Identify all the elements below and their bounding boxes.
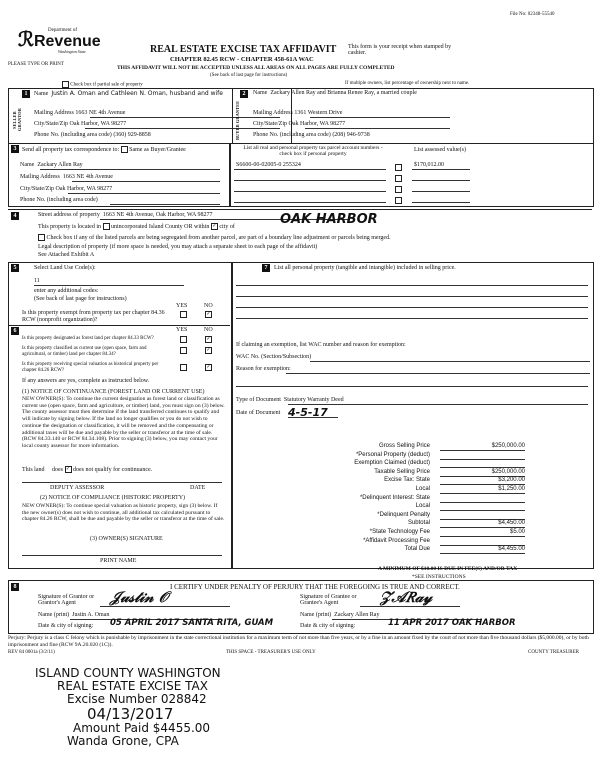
grantee-name[interactable]: Zackary Allen Ray xyxy=(334,612,380,618)
buyer-address[interactable]: 1361 Western Drive xyxy=(294,110,343,116)
tax-row xyxy=(300,460,585,469)
print-name-label: PRINT NAME xyxy=(100,558,137,564)
personal-property-checkbox-3[interactable] xyxy=(395,186,402,193)
section-7-number: 7 xyxy=(262,264,270,272)
tax-row-label: Gross Selling Price xyxy=(378,443,430,449)
correspondence-label: Send all property tax correspondence to: Same as Buyer/Grantee xyxy=(22,146,186,153)
assessed-header: List assessed value(s) xyxy=(414,147,466,153)
tax-row xyxy=(300,520,585,529)
deputy-assessor-label: DEPUTY ASSESSOR xyxy=(50,485,105,491)
city-checkbox[interactable]: ✓ xyxy=(212,224,217,229)
no-header-1: NO xyxy=(204,303,213,309)
land-use-code[interactable]: 11 xyxy=(34,278,40,284)
partial-sale-checkbox[interactable] xyxy=(62,81,143,88)
forest-no-checkbox[interactable]: ✓ xyxy=(206,337,211,342)
perjury-statement: Perjury: Perjury is a class C felony which is punishable by imprisonment in the state correctional institution for a maximum term of not more than five years, or by a fine in an amount fixed by the court of not more than five thousand dollars ($5,000.00), or by both imprisonment and fine (RCW 9A.20.020 (1C)). xyxy=(8,635,589,648)
tax-row-value[interactable]: $5.00 xyxy=(440,529,525,537)
current-use-yes-checkbox[interactable] xyxy=(180,347,187,354)
tax-row-label: Exemption Claimed (deduct) xyxy=(354,460,430,467)
exempt-yes-checkbox[interactable] xyxy=(180,311,187,318)
buyer-name[interactable]: Zackary Allen Ray and Brianna Renee Ray, a married couple xyxy=(270,90,417,96)
section-8-number: 8 xyxy=(11,583,19,591)
parcels-header: List all real and personal property tax parcel account numbers - check box if personal property xyxy=(243,145,383,157)
grantor-name-row: Name (print) Justin A. Oman xyxy=(38,612,110,618)
tax-row-label: Taxable Selling Price xyxy=(374,468,430,475)
seller-city-row: City/State/Zip Oak Harbor, WA 98277 xyxy=(34,121,127,127)
seller-vertical-label: SELLER GRANTOR xyxy=(12,108,22,132)
logo-dept: Department of xyxy=(48,28,78,33)
date-of-document-label: Date of Document xyxy=(236,410,281,416)
correspondence-city[interactable]: Oak Harbor, WA 98277 xyxy=(55,186,113,192)
see-instructions-note: *SEE INSTRUCTIONS xyxy=(412,574,466,580)
grantor-date-label: Date & city of signing: xyxy=(38,623,94,629)
current-use-no-checkbox[interactable]: ✓ xyxy=(206,348,211,353)
segregated-checkbox[interactable] xyxy=(38,234,45,241)
form-title: REAL ESTATE EXCISE TAX AFFIDAVIT xyxy=(150,44,337,55)
correspondence-name-row: Name Zackary Allen Ray xyxy=(20,162,83,168)
tax-row xyxy=(300,452,585,461)
section-2-number: 2 xyxy=(240,90,248,98)
historic-yes-checkbox[interactable] xyxy=(180,364,187,371)
correspondence-city-row: City/State/Zip Oak Harbor, WA 98277 xyxy=(20,186,113,192)
certify-statement: I CERTIFY UNDER PENALTY OF PERJURY THAT THE FOREGOING IS TRUE AND CORRECT. xyxy=(170,583,460,591)
treasurer-stamp xyxy=(35,667,221,748)
see-back-note: (See back of last page for instructions) xyxy=(210,73,288,78)
tax-row xyxy=(300,503,585,512)
tax-row xyxy=(300,529,585,538)
minimum-due-note: A MINIMUM OF $10.00 IS DUE IN FEE(S) AND/OR TAX xyxy=(378,566,518,572)
same-as-buyer-checkbox[interactable] xyxy=(121,146,128,153)
section-6-number: 6 xyxy=(11,327,19,335)
forest-yes-checkbox[interactable] xyxy=(180,336,187,343)
tax-row-value[interactable] xyxy=(440,512,525,520)
yes-header-1: YES xyxy=(176,303,188,309)
land-use-label: Select Land Use Code(s): xyxy=(34,265,96,271)
multiple-owners-note: If multiple owners, list percentage of ownership next to name. xyxy=(345,81,470,86)
grantor-name[interactable]: Justin A. Oman xyxy=(72,612,110,618)
historic-question: Is this property receiving special valuation as historical property per chapter 84.26 RCW? xyxy=(22,362,159,373)
segregated-row: Check box if any of the listed parcels are being segregated from another parcel, are part of a boundary line adjustment or parcels being merged. xyxy=(38,234,391,241)
grantee-signature-label: Signature of Grantee or Grantee's Agent xyxy=(300,594,357,606)
correspondence-phone-row: Phone No. (including area code) xyxy=(20,197,98,203)
tax-row-value[interactable]: $1,250.00 xyxy=(440,486,525,494)
stamp-amount: Amount Paid $4455.00 xyxy=(73,721,211,735)
tax-row-label: *State Technology Fee xyxy=(369,528,430,535)
qualify-row: This land does ✓ does not qualify for continuance. xyxy=(22,466,153,473)
seller-phone[interactable]: (360) 929-8858 xyxy=(113,132,151,138)
file-number: File No: 02348-55540 xyxy=(510,12,555,17)
grantor-signature[interactable]: 𝒥𝓊𝓈𝓉𝒾𝓃 𝒪 xyxy=(110,588,169,606)
if-yes-instruction: If any answers are yes, complete as instructed below. xyxy=(22,378,150,384)
stamp-cpa: Wanda Grone, CPA xyxy=(67,734,179,748)
section-1-number: 1 xyxy=(22,90,30,98)
tax-row-label: *Delinquent Interest: State xyxy=(359,494,430,501)
logo-name: ℛRevenue xyxy=(18,29,101,51)
additional-codes-label: enter any additional codes: xyxy=(34,288,99,294)
exempt-question: Is this property exempt from property tax per chapter 84.36 RCW (nonprofit organization)? xyxy=(22,310,165,323)
form-subtitle: CHAPTER 82.45 RCW - CHAPTER 458-61A WAC xyxy=(170,56,314,63)
tax-row xyxy=(300,495,585,504)
correspondence-address[interactable]: 1663 NE 4th Avenue xyxy=(62,174,113,180)
grantee-name-row: Name (print) Zackary Allen Ray xyxy=(300,612,380,618)
grantor-signature-label: Signature of Grantor or Grantor's Agent xyxy=(38,594,95,606)
reason-label: Reason for exemption: xyxy=(236,366,291,372)
type-of-document-row: Type of Document Statutory Warranty Deed xyxy=(236,397,344,403)
legal-description[interactable]: See Attached Exhibit A xyxy=(38,252,95,258)
receipt-note: This form is your receipt when stamped by cashier. xyxy=(348,44,452,56)
tax-row-label: Local xyxy=(415,485,430,492)
tax-row-label: *Affidavit Processing Fee xyxy=(363,537,430,544)
unincorporated-checkbox[interactable] xyxy=(103,223,110,230)
continuance-title: (1) NOTICE OF CONTINUANCE (FOREST LAND OR CURRENT USE) xyxy=(22,389,205,395)
tax-row-value[interactable] xyxy=(440,495,525,503)
treasurer-use-note: THIS SPACE - TREASURER'S USE ONLY xyxy=(226,650,316,655)
tax-row xyxy=(300,477,585,486)
city-handwritten[interactable]: OAK HARBOR xyxy=(280,212,378,227)
continuance-text: NEW OWNER(S): To continue the current designation as forest land or classification as current use (open space, farm and agriculture, or timber) land, you must sign on (3) below. The county assessor must then determine if the land transferred continues to qualify and will indicate by signing below. If the land no longer qualifies or you do not wish to continue the designation or classification, it will be removed and the compensating or additional taxes will be due and payable by the seller or transferor at the time of sale. (RCW 84.33.140 or RCW 84.34.108). Prior to signing (3) below, you may contact your local county assessor for more information. xyxy=(22,396,225,449)
tax-row-value[interactable] xyxy=(440,452,525,460)
location-row: This property is located in unincorporated Island County OR within ✓ city of xyxy=(38,223,235,230)
personal-property-checkbox-1[interactable] xyxy=(395,164,402,171)
tax-row xyxy=(300,546,585,555)
buyer-phone-row: Phone No. (including area code) (208) 946-9738 xyxy=(253,132,370,138)
tax-row-label: Total Due xyxy=(404,546,430,553)
personal-property-label: List all personal property (tangible and intangible) included in selling price. xyxy=(274,265,456,271)
please-type: PLEASE TYPE OR PRINT xyxy=(8,62,64,67)
buyer-phone[interactable]: (208) 946-9738 xyxy=(332,132,370,138)
historic-no-checkbox[interactable]: ✓ xyxy=(206,365,211,370)
partial-sale-label: Check box if partial sale of property xyxy=(70,82,143,88)
street-address[interactable]: 1663 NE 4th Avenue, Oak Harbor, WA 98277 xyxy=(102,212,213,218)
personal-property-checkbox-2[interactable] xyxy=(395,175,402,182)
revenue-logo xyxy=(18,28,108,54)
exemption-label: If claiming an exemption, list WAC number and reason for exemption: xyxy=(236,342,406,348)
correspondence-address-row: Mailing Address 1663 NE 4th Avenue xyxy=(20,174,113,180)
does-not-checkbox[interactable]: ✓ xyxy=(65,467,71,472)
grantor-date-city[interactable]: 05 APRIL 2017 SANTA RITA, GUAM xyxy=(110,618,274,628)
section-3-number: 3 xyxy=(11,145,19,153)
legal-description-label: Legal description of property (if more space is needed, you may attach a separate sheet to each page of the affidavit) xyxy=(38,244,318,250)
owner-signature-label: (3) OWNER(S) SIGNATURE xyxy=(90,536,163,542)
seller-city[interactable]: Oak Harbor, WA 98277 xyxy=(69,121,127,127)
seller-address[interactable]: 1663 NE 4th Avenue xyxy=(75,110,126,116)
street-address-row: Street address of property 1663 NE 4th Avenue, Oak Harbor, WA 98277 xyxy=(38,212,213,218)
section-5-number: 5 xyxy=(11,264,19,272)
compliance-text: NEW OWNER(S): To continue special valuation as historic property, sign (3) below. If the new owner(s) does not wish to continue, all additional tax calculated pursuant to chapter 84.26 RCW, shall be due and payable by the seller or transferor at the time of sale. xyxy=(22,503,225,523)
tax-row-value[interactable] xyxy=(440,503,525,511)
compliance-title: (2) NOTICE OF COMPLIANCE (HISTORIC PROPERTY) xyxy=(40,495,186,501)
buyer-city-row: City/State/Zip Oak Harbor, WA 98277 xyxy=(253,121,346,127)
tax-row-value[interactable] xyxy=(440,538,525,546)
seller-address-row: Mailing Address 1663 NE 4th Avenue xyxy=(34,110,126,116)
exempt-no-checkbox[interactable]: ✓ xyxy=(206,312,211,317)
type-of-document[interactable]: Statutory Warranty Deed xyxy=(283,397,344,403)
assessed-value[interactable]: $170,012.00 xyxy=(414,162,444,168)
tax-computation-table xyxy=(300,443,585,555)
tax-row-label: Subtotal xyxy=(407,520,430,527)
tax-row-value[interactable] xyxy=(440,460,525,468)
deputy-date-label: DATE xyxy=(190,485,206,491)
seller-name-row: Name Justin A. Oman and Cathleen N. Oman, husband and wife xyxy=(34,90,223,97)
tax-row-label: Local xyxy=(415,503,430,510)
land-use-see-back: (See back of last page for instructions) xyxy=(34,296,127,302)
personal-property-checkbox-4[interactable] xyxy=(395,197,402,204)
form-revision: REV 84 0001a (3/2/11) xyxy=(8,650,55,655)
no-header-2: NO xyxy=(204,327,213,333)
current-use-question: Is this property classified as current use (open space, farm and agricultural, or timber) land per chapter 84.34? xyxy=(22,346,147,357)
tax-row-value[interactable]: $250,000.00 xyxy=(440,469,525,477)
form-notice: THIS AFFIDAVIT WILL NOT BE ACCEPTED UNLESS ALL AREAS ON ALL PAGES ARE FULLY COMPLETED xyxy=(117,65,395,71)
buyer-city[interactable]: Oak Harbor, WA 98277 xyxy=(288,121,346,127)
tax-row xyxy=(300,443,585,452)
seller-phone-row: Phone No. (including area code) (360) 929-8858 xyxy=(34,132,151,138)
stamp-tax: REAL ESTATE EXCISE TAX xyxy=(57,679,208,693)
tax-row-value[interactable]: $4,455.00 xyxy=(440,546,525,554)
correspondence-name[interactable]: Zackary Allen Ray xyxy=(37,162,83,168)
tax-row xyxy=(300,469,585,478)
grantee-date-label: Date & city of signing: xyxy=(300,623,356,629)
tax-row-value[interactable]: $3,200.00 xyxy=(440,477,525,485)
tax-row xyxy=(300,512,585,521)
buyer-name-row: Name Zackary Allen Ray and Brianna Renee Ray, a married couple xyxy=(253,90,417,96)
stamp-excise-number: Excise Number 028842 xyxy=(67,692,207,706)
tax-row-label: *Delinquent Penalty xyxy=(377,511,430,518)
buyer-vertical-label: BUYER GRANTEE xyxy=(235,100,240,140)
county-treasurer-label: COUNTY TREASURER xyxy=(528,650,579,655)
grantee-date-city[interactable]: 11 APR 2017 OAK HARBOR xyxy=(388,618,516,628)
tax-row-label: *Personal Property (deduct) xyxy=(355,451,430,458)
date-of-document[interactable]: 4-5-17 xyxy=(288,406,328,419)
wac-label: WAC No. (Section/Subsection) xyxy=(236,354,312,360)
checkbox[interactable] xyxy=(62,81,69,88)
tax-row-label: Excise Tax: State xyxy=(384,477,430,484)
forest-land-question: Is this property designated as forest land per chapter 84.33 RCW? xyxy=(22,336,154,341)
yes-header-2: YES xyxy=(176,327,188,333)
tax-row xyxy=(300,538,585,547)
tax-row-value[interactable]: $250,000.00 xyxy=(440,443,525,451)
buyer-address-row: Mailing Address 1361 Western Drive xyxy=(253,110,343,116)
tax-row-value[interactable]: $4,450.00 xyxy=(440,520,525,528)
grantee-signature[interactable]: 𝒵𝒜𝑅𝒶𝓎 xyxy=(380,588,432,606)
stamp-county: ISLAND COUNTY WASHINGTON xyxy=(35,666,221,680)
parcel-number[interactable]: S6600-00-02005-0 255324 xyxy=(236,162,301,168)
section-4-number: 4 xyxy=(11,212,19,220)
seller-name[interactable]: Justin A. Oman and Cathleen N. Oman, husband and wife xyxy=(51,90,223,97)
logo-state: Washington State xyxy=(58,49,86,54)
tax-row xyxy=(300,486,585,495)
stamp-date: 04/13/2017 xyxy=(87,705,174,723)
